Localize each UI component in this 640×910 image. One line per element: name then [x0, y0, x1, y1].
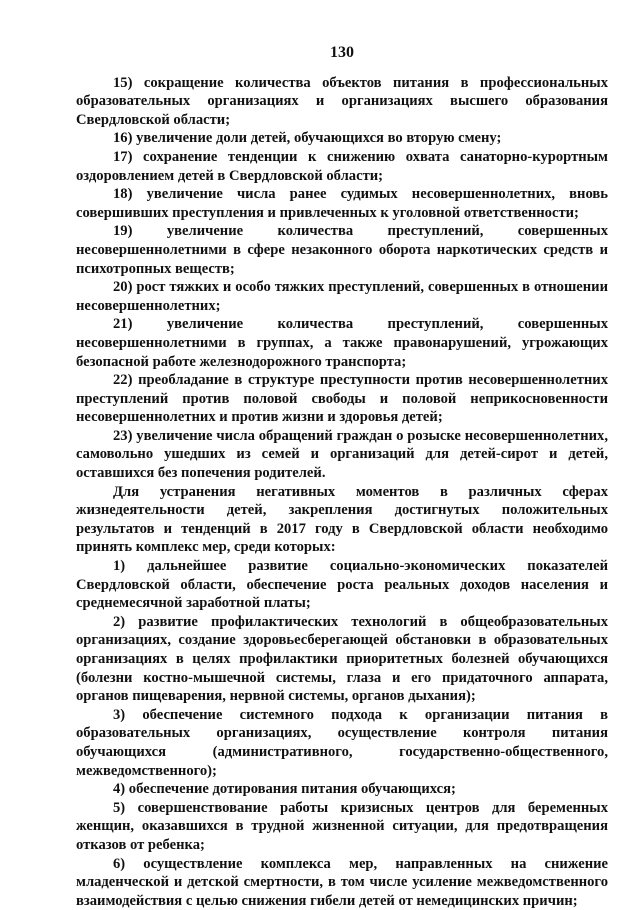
- list-item-18: 18) увеличение числа ранее судимых несовершеннолетних, вновь совершивших преступления и привлеченных к уголовной ответственности;: [76, 186, 608, 221]
- measure-item-5: 5) совершенствование работы кризисных центров для беременных женщин, оказавшихся в трудной жизненной ситуации, для предотвращения отказов от ребенка;: [76, 799, 608, 853]
- list-item-21: 21) увеличение количества преступлений, совершенных несовершеннолетними в группах, а также правонарушений, угрожающих безопасной работе железнодорожного транспорта;: [76, 316, 608, 370]
- list-item-23: 23) увеличение числа обращений граждан о розыске несовершеннолетних, самовольно ушедших из семей и организаций для детей-сирот и детей, оставшихся без попечения родителей.: [76, 427, 608, 482]
- measure-item-3: 3) обеспечение системного подхода к организации питания в образовательных организациях, осуществление контроля питания обучающихся (административного, государственно-общественного, межведомственного);: [76, 706, 608, 779]
- measure-item-6: 6) осуществление комплекса мер, направленных на снижение младенческой и детской смертности, в том числе усиление межведомственного взаимодействия с целью снижения гибели детей от немедицинских причин;: [76, 855, 608, 909]
- measures-intro-paragraph: Для устранения негативных моментов в различных сферах жизнедеятельности детей, закрепления достигнутых положительных результатов и тенденций в 2017 году в Свердловской области необходимо принять комплекс мер, среди которых:: [76, 483, 608, 556]
- list-item-15: 15) сокращение количества объектов питания в профессиональных образовательных организациях и организациях высшего образования Свердловской области;: [76, 74, 608, 128]
- list-item-22: 22) преобладание в структуре преступности против несовершеннолетних преступлений против половой свободы и половой неприкосновенности несовершеннолетних и против жизни и здоровья детей;: [76, 372, 608, 426]
- list-item-20: 20) рост тяжких и особо тяжких преступлений, совершенных в отношении несовершеннолетних;: [76, 279, 608, 314]
- list-item-19: 19) увеличение количества преступлений, совершенных несовершеннолетними в сфере незаконного оборота наркотических средств и психотропных веществ;: [76, 223, 608, 277]
- list-item-16: 16) увеличение доли детей, обучающихся во вторую смену;: [113, 130, 502, 147]
- measure-item-2: 2) развитие профилактических технологий в общеобразовательных организациях, создание здоровьесберегающей обстановки в образовательных организациях в целях профилактики приоритетных болезней обучающихся (болезни костно-мышечной системы, глаза и его придаточного аппарата, органов пищеварения, нервной системы, органов дыхания);: [76, 613, 608, 705]
- measure-item-4: 4) обеспечение дотирования питания обучающихся;: [113, 781, 456, 798]
- measure-item-1: 1) дальнейшее развитие социально-экономических показателей Свердловской области, обеспечение роста реальных доходов населения и среднемесячной заработной платы;: [76, 558, 608, 612]
- page-number: 130: [330, 44, 354, 61]
- list-item-17: 17) сохранение тенденции к снижению охвата санаторно-курортным оздоровлением детей в Свердловской области;: [76, 148, 608, 184]
